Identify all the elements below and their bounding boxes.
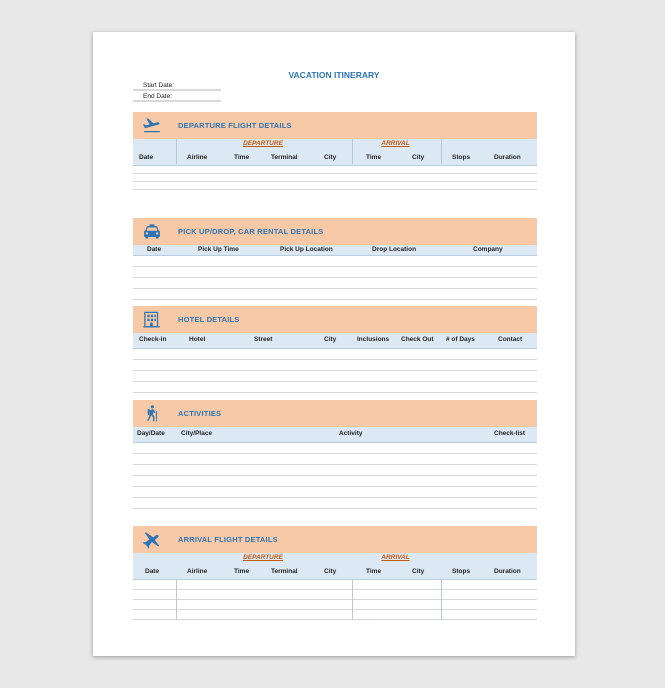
column-date: Date bbox=[145, 568, 160, 575]
arrival-flight-section bbox=[133, 526, 537, 620]
column-stops: Stops bbox=[452, 568, 471, 575]
hotel-header bbox=[133, 306, 537, 333]
column-airline: Airline bbox=[187, 568, 208, 575]
entry-line[interactable] bbox=[133, 600, 537, 610]
column-pickup-location: Pick Up Location bbox=[280, 246, 333, 253]
arrival-flight-group-row bbox=[133, 553, 537, 564]
column-divider bbox=[176, 139, 177, 164]
column-time: Time bbox=[234, 154, 250, 161]
document-title: VACATION ITINERARY bbox=[288, 70, 380, 80]
column-city: City bbox=[324, 336, 337, 343]
entry-line[interactable] bbox=[133, 289, 537, 300]
departure-flight-title: DEPARTURE FLIGHT DETAILS bbox=[178, 121, 292, 130]
column-num-days: # of Days bbox=[446, 336, 475, 343]
column-city-place: City/Place bbox=[181, 430, 213, 437]
entry-line[interactable] bbox=[133, 465, 537, 476]
hotel-columns bbox=[133, 333, 537, 349]
column-check-in: Check-in bbox=[139, 336, 167, 343]
column-terminal: Terminal bbox=[271, 568, 298, 575]
column-company: Company bbox=[473, 246, 503, 253]
taxi-icon bbox=[141, 222, 163, 241]
column-street: Street bbox=[254, 336, 273, 343]
departure-flight-columns bbox=[133, 150, 537, 166]
pickup-title: PICK UP/DROP, CAR RENTAL DETAILS bbox=[178, 227, 324, 236]
end-date-field[interactable]: End Date: bbox=[133, 93, 221, 102]
entry-line[interactable] bbox=[133, 166, 537, 174]
column-duration: Duration bbox=[494, 568, 521, 575]
entry-line[interactable] bbox=[133, 267, 537, 278]
column-time: Time bbox=[234, 568, 250, 575]
column-hotel: Hotel bbox=[189, 336, 206, 343]
entry-line[interactable] bbox=[133, 278, 537, 289]
pickup-section bbox=[133, 218, 537, 300]
entry-line[interactable] bbox=[133, 610, 537, 620]
departure-flight-section bbox=[133, 112, 537, 190]
column-city: City bbox=[324, 154, 337, 161]
entry-line[interactable] bbox=[133, 498, 537, 509]
entry-line[interactable] bbox=[133, 174, 537, 182]
column-divider bbox=[352, 580, 353, 620]
column-check-out: Check Out bbox=[401, 336, 434, 343]
column-drop-location: Drop Location bbox=[372, 246, 417, 253]
column-date: Date bbox=[139, 154, 154, 161]
activities-header bbox=[133, 400, 537, 427]
entry-line[interactable] bbox=[133, 443, 537, 454]
column-divider bbox=[441, 139, 442, 164]
entry-line[interactable] bbox=[133, 580, 537, 590]
entry-line[interactable] bbox=[133, 182, 537, 190]
column-divider bbox=[176, 580, 177, 620]
column-city: City bbox=[412, 568, 425, 575]
document-page bbox=[93, 32, 575, 656]
arrival-flight-header bbox=[133, 526, 537, 553]
arrival-flight-title: ARRIVAL FLIGHT DETAILS bbox=[178, 535, 278, 544]
hotel-section bbox=[133, 306, 537, 393]
column-inclusions: Inclusions bbox=[357, 336, 390, 343]
entry-line[interactable] bbox=[133, 590, 537, 600]
hotel-title: HOTEL DETAILS bbox=[178, 315, 240, 324]
entry-line[interactable] bbox=[133, 454, 537, 465]
hotel-building-icon bbox=[141, 310, 163, 329]
column-terminal: Terminal bbox=[271, 154, 298, 161]
column-divider bbox=[352, 139, 353, 164]
activities-section bbox=[133, 400, 537, 509]
column-day-date: Day/Date bbox=[137, 430, 165, 437]
group-label-departure: DEPARTURE bbox=[243, 140, 283, 147]
column-date: Date bbox=[147, 246, 162, 253]
column-city: City bbox=[412, 154, 425, 161]
arrival-flight-columns bbox=[133, 564, 537, 580]
column-pickup-time: Pick Up Time bbox=[198, 246, 239, 253]
activities-columns bbox=[133, 427, 537, 443]
entry-line[interactable] bbox=[133, 487, 537, 498]
entry-line[interactable] bbox=[133, 382, 537, 393]
column-divider bbox=[441, 580, 442, 620]
departure-flight-header bbox=[133, 112, 537, 139]
arrival-flight-grid bbox=[133, 580, 537, 620]
entry-line[interactable] bbox=[133, 360, 537, 371]
column-check-list: Check-list bbox=[494, 430, 526, 437]
entry-line[interactable] bbox=[133, 371, 537, 382]
entry-line[interactable] bbox=[133, 476, 537, 487]
column-duration: Duration bbox=[494, 154, 521, 161]
activities-title: ACTIVITIES bbox=[178, 409, 222, 418]
column-airline: Airline bbox=[187, 154, 208, 161]
column-contact: Contact bbox=[498, 336, 523, 343]
start-date-field[interactable]: Start Date: bbox=[133, 82, 221, 91]
hiker-icon bbox=[141, 404, 163, 423]
column-activity: Activity bbox=[339, 430, 363, 437]
pickup-header bbox=[133, 218, 537, 245]
departure-flight-group-row bbox=[133, 139, 537, 150]
pickup-columns bbox=[133, 245, 537, 256]
group-label-departure: DEPARTURE bbox=[243, 554, 283, 561]
entry-line[interactable] bbox=[133, 256, 537, 267]
airplane-takeoff-icon bbox=[141, 116, 163, 135]
column-stops: Stops bbox=[452, 154, 471, 161]
column-time: Time bbox=[366, 568, 382, 575]
airplane-landing-icon bbox=[141, 530, 163, 549]
group-label-arrival: ARRIVAL bbox=[381, 140, 410, 147]
entry-line[interactable] bbox=[133, 349, 537, 360]
column-city: City bbox=[324, 568, 337, 575]
group-label-arrival: ARRIVAL bbox=[381, 554, 410, 561]
column-time: Time bbox=[366, 154, 382, 161]
